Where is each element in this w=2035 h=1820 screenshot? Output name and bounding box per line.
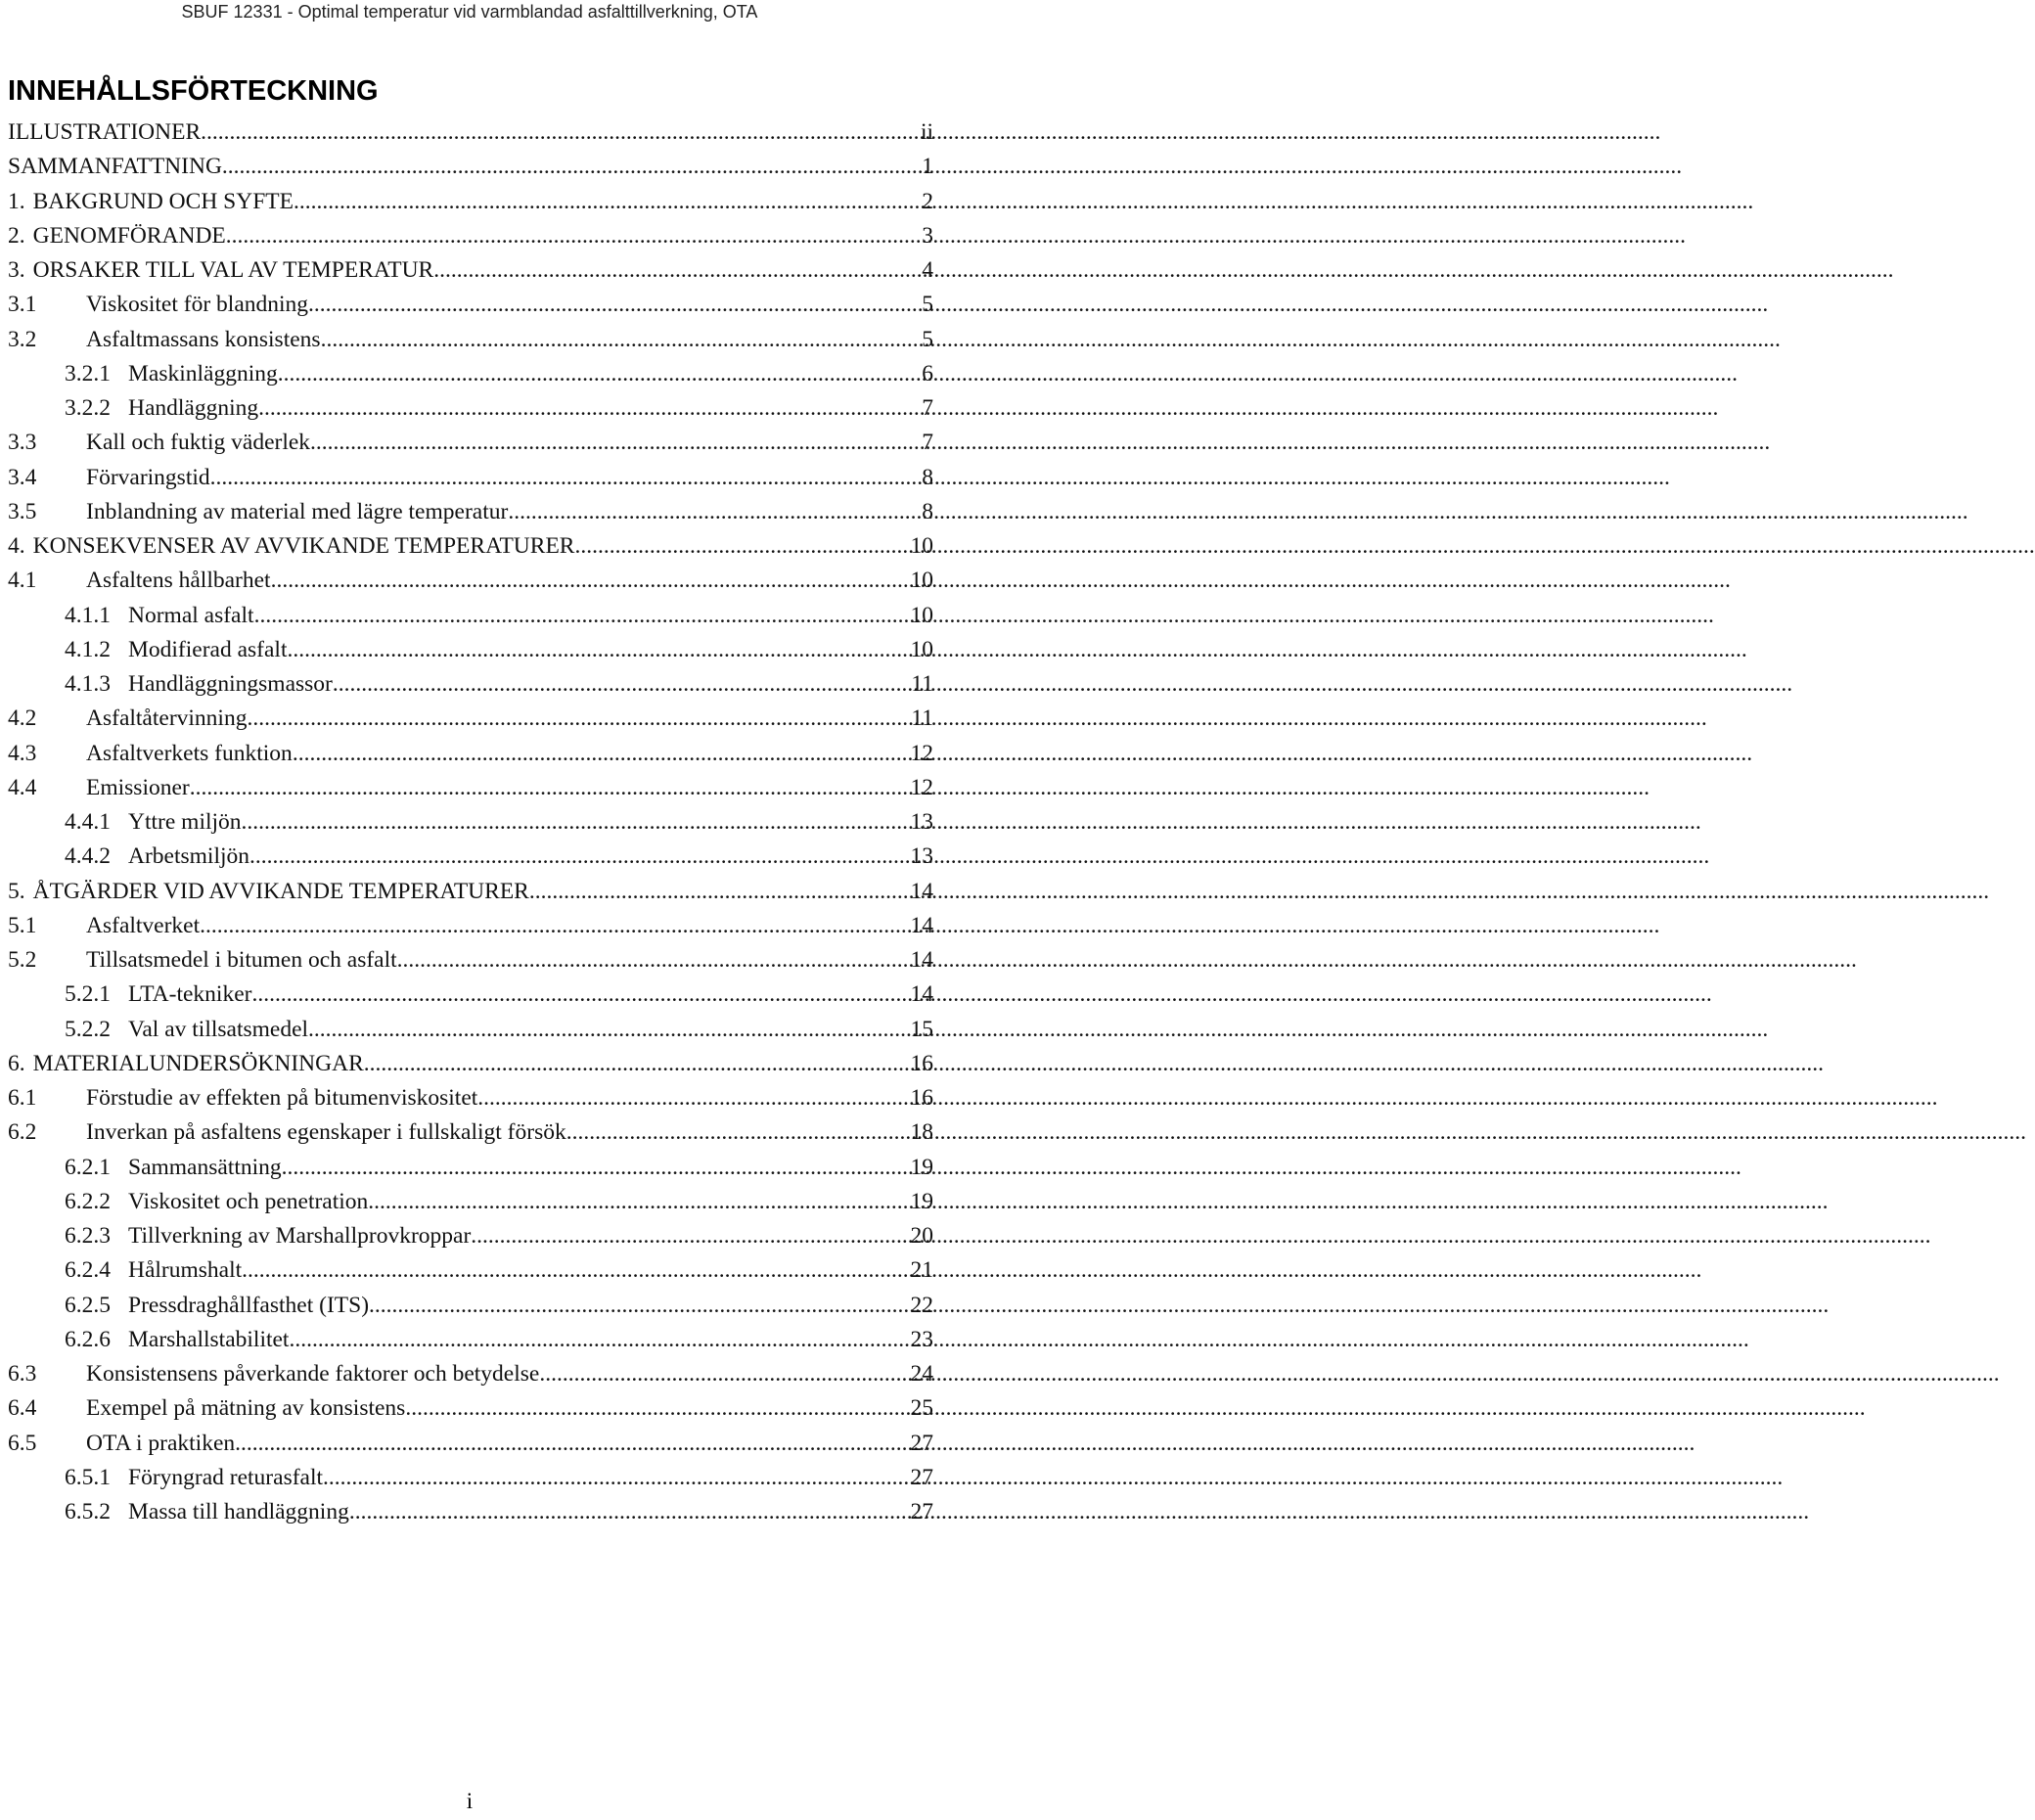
dot-leader <box>287 633 908 667</box>
toc-entry-title: Viskositet och penetration <box>128 1188 369 1214</box>
toc-entry-title: Massa till handläggning <box>128 1499 349 1524</box>
toc-entry-title: Inverkan på asfaltens egenskaper i fullskaligt försök <box>86 1119 566 1146</box>
dot-leader <box>242 805 909 840</box>
dot-leader <box>323 1461 908 1495</box>
toc-entry[interactable] <box>8 323 939 357</box>
toc-entry-page: 14 <box>910 878 933 904</box>
toc-entry-title: Hålrumshalt <box>128 1257 243 1284</box>
toc-entry[interactable] <box>8 1047 939 1081</box>
toc-entry-number: 3.2.1 <box>65 360 111 387</box>
toc-entry[interactable] <box>8 737 939 771</box>
toc-entry-page: 4 <box>922 257 933 283</box>
toc-entry-page: 22 <box>910 1292 933 1318</box>
toc-entry-page: 6 <box>922 360 933 387</box>
toc-entry-title: Maskinläggning <box>128 360 278 387</box>
toc-entry-page: 10 <box>910 602 933 628</box>
toc-entry-number: 6.2.2 <box>65 1188 111 1214</box>
toc-entry-page: 5 <box>922 292 933 318</box>
toc-entry[interactable] <box>8 495 939 529</box>
toc-entry-number: 3. <box>8 257 25 283</box>
toc-entry[interactable] <box>8 564 939 598</box>
dot-leader <box>574 529 908 564</box>
toc-entry-title: Konsistensens påverkande faktorer och betydelse <box>86 1361 540 1387</box>
toc-entry-number: 3.5 <box>8 498 37 524</box>
toc-entry-number: 6.5.1 <box>65 1464 111 1490</box>
dot-leader <box>289 1323 908 1357</box>
toc-entry[interactable] <box>8 633 939 667</box>
toc-entry-page: 15 <box>910 1016 933 1042</box>
toc-entry-title: Inblandning av material med lägre temperatur <box>86 498 509 524</box>
dot-leader <box>278 357 921 391</box>
toc-entry-number: 3.2 <box>8 326 37 352</box>
toc-entry[interactable] <box>8 1185 939 1219</box>
toc-entry[interactable] <box>8 426 939 460</box>
toc-entry-title: Pressdraghållfasthet (ITS) <box>128 1292 370 1318</box>
toc-entry-number: 5.2.2 <box>65 1016 111 1042</box>
toc-entry-title: OTA i praktiken <box>86 1430 236 1456</box>
toc-entry-title: Kall och fuktig väderlek <box>86 430 311 456</box>
toc-entry-title: Tillverkning av Marshallprovkroppar <box>128 1223 472 1249</box>
toc-entry[interactable] <box>8 115 939 150</box>
dot-leader <box>235 1427 908 1461</box>
page-number: i <box>466 1789 474 1813</box>
toc-entry-number: 6.2 <box>8 1119 37 1146</box>
toc-entry-number: 6.1 <box>8 1085 37 1111</box>
toc-entry-page: 14 <box>910 981 933 1008</box>
toc-entry[interactable] <box>8 1013 939 1047</box>
toc-entry[interactable] <box>8 1427 939 1461</box>
toc-entry-page: 12 <box>910 740 933 766</box>
toc-entry-title: Arbetsmiljön <box>128 843 250 870</box>
toc-entry[interactable] <box>8 185 939 219</box>
toc-entry-page: 8 <box>922 464 933 490</box>
toc-entry[interactable] <box>8 219 939 253</box>
toc-entry-page: 16 <box>910 1050 933 1076</box>
dot-leader <box>368 1185 908 1219</box>
toc-entry-page: 12 <box>910 774 933 800</box>
dot-leader <box>308 1013 908 1047</box>
dot-leader <box>271 564 909 598</box>
toc-entry-number: 4.4 <box>8 774 37 800</box>
toc-entry-number: 3.3 <box>8 430 37 456</box>
toc-entry[interactable] <box>8 529 939 564</box>
dot-leader <box>405 1391 908 1426</box>
dot-leader <box>477 1081 908 1115</box>
toc-entry[interactable] <box>8 150 939 184</box>
dot-leader <box>282 1151 909 1185</box>
toc-entry[interactable] <box>8 1219 939 1253</box>
toc-entry-page: 19 <box>910 1154 933 1180</box>
toc-entry-page: 7 <box>922 395 933 421</box>
toc-entry[interactable] <box>8 1115 939 1150</box>
dot-leader <box>222 150 920 184</box>
dot-leader <box>210 461 921 495</box>
dot-leader <box>242 1253 908 1288</box>
toc-entry[interactable] <box>8 461 939 495</box>
toc-entry-number: 6.2.1 <box>65 1154 111 1180</box>
dot-leader <box>333 667 909 702</box>
toc-entry-page: 13 <box>910 843 933 870</box>
toc-entry-title: ÅTGÄRDER VID AVVIKANDE TEMPERATURER <box>32 878 529 904</box>
toc-entry-title: Förvaringstid <box>86 464 210 490</box>
toc-entry[interactable] <box>8 1253 939 1288</box>
toc-entry-number: 6.2.3 <box>65 1223 111 1249</box>
toc-entry-page: 21 <box>910 1257 933 1284</box>
toc-entry-number: 6.2.6 <box>65 1326 111 1352</box>
toc-entry-page: 14 <box>910 912 933 938</box>
toc-entry-number: 4.1.1 <box>65 602 111 628</box>
toc-entry-page: 18 <box>910 1119 933 1146</box>
toc-entry-number: 4.4.1 <box>65 809 111 835</box>
toc-entry-number: 4.4.2 <box>65 843 111 870</box>
dot-leader <box>226 219 920 253</box>
toc-entry-number: 3.4 <box>8 464 37 490</box>
toc-entry[interactable] <box>8 1151 939 1185</box>
dot-leader <box>258 391 920 426</box>
toc-entry-number: 6. <box>8 1050 25 1076</box>
dot-leader <box>508 495 920 529</box>
dot-leader <box>397 943 909 978</box>
dot-leader <box>310 426 920 460</box>
toc-entry-number: 2. <box>8 222 25 249</box>
toc-entry-page: 10 <box>910 636 933 662</box>
toc-entry-number: 6.4 <box>8 1395 37 1422</box>
toc-entry-title: Asfaltverkets funktion <box>86 740 293 766</box>
toc-entry[interactable] <box>8 1357 939 1391</box>
toc-entry-page: 10 <box>910 568 933 594</box>
toc-list <box>8 115 939 1529</box>
toc-entry-title: Handläggningsmassor <box>128 671 333 697</box>
toc-entry-page: 27 <box>910 1499 933 1524</box>
toc-entry-title: Asfaltens hållbarhet <box>86 568 271 594</box>
toc-entry-page: 19 <box>910 1188 933 1214</box>
toc-entry[interactable] <box>8 1323 939 1357</box>
toc-entry-title: LTA-tekniker <box>128 981 252 1008</box>
toc-entry-number: 4.3 <box>8 740 37 766</box>
dot-leader <box>249 840 908 874</box>
toc-entry-page: 1 <box>922 154 933 180</box>
dot-leader <box>293 737 909 771</box>
toc-entry-title: GENOMFÖRANDE <box>32 222 226 249</box>
toc-entry-number: 6.2.5 <box>65 1292 111 1318</box>
toc-entry-page: 5 <box>922 326 933 352</box>
dot-leader <box>433 253 920 288</box>
toc-entry-number: 6.5 <box>8 1430 37 1456</box>
toc-entry[interactable] <box>8 702 939 736</box>
dot-leader <box>566 1115 909 1150</box>
toc-entry-page: ii <box>920 119 933 145</box>
dot-leader <box>247 702 909 736</box>
toc-entry-page: 10 <box>910 533 933 559</box>
toc-entry-title: ORSAKER TILL VAL AV TEMPERATUR <box>32 257 434 283</box>
toc-entry-title: Asfaltverket <box>86 912 201 938</box>
toc-entry[interactable] <box>8 391 939 426</box>
toc-entry-page: 13 <box>910 809 933 835</box>
toc-entry[interactable] <box>8 805 939 840</box>
toc-entry-number: 1. <box>8 188 25 214</box>
dot-leader <box>364 1047 909 1081</box>
dot-leader <box>529 875 909 909</box>
toc-entry-title: Tillsatsmedel i bitumen och asfalt <box>86 947 397 973</box>
toc-entry[interactable] <box>8 1081 939 1115</box>
running-header: SBUF 12331 - Optimal temperatur vid varmblandad asfalttillverkning, OTA <box>181 2 758 22</box>
toc-entry[interactable] <box>8 288 939 322</box>
toc-entry-number: 4. <box>8 533 25 559</box>
toc-entry-number: 5. <box>8 878 25 904</box>
toc-entry-number: 6.3 <box>8 1361 37 1387</box>
toc-entry-number: 5.1 <box>8 912 37 938</box>
toc-entry-number: 6.5.2 <box>65 1499 111 1524</box>
dot-leader <box>369 1289 908 1323</box>
toc-entry-title: Marshallstabilitet <box>128 1326 290 1352</box>
toc-entry-page: 27 <box>910 1430 933 1456</box>
toc-entry[interactable] <box>8 909 939 943</box>
dot-leader <box>201 115 919 150</box>
toc-entry-page: 11 <box>911 671 933 697</box>
toc-entry[interactable] <box>8 978 939 1012</box>
dot-leader <box>539 1357 908 1391</box>
toc-entry[interactable] <box>8 1495 939 1529</box>
toc-entry[interactable] <box>8 667 939 702</box>
toc-entry-title: Sammansättning <box>128 1154 282 1180</box>
toc-entry[interactable] <box>8 253 939 288</box>
toc-entry-page: 14 <box>910 947 933 973</box>
toc-entry-title: Modifierad asfalt <box>128 636 288 662</box>
toc-entry[interactable] <box>8 840 939 874</box>
toc-entry-title: Förstudie av effekten på bitumenviskositet <box>86 1085 478 1111</box>
toc-entry-page: 7 <box>922 430 933 456</box>
dot-leader <box>254 599 909 633</box>
toc-entry[interactable] <box>8 357 939 391</box>
toc-entry-title: BAKGRUND OCH SYFTE <box>32 188 294 214</box>
toc-entry-number: 5.2.1 <box>65 981 111 1008</box>
toc-entry-number: 6.2.4 <box>65 1257 111 1284</box>
toc-entry-title: KONSEKVENSER AV AVVIKANDE TEMPERATURER <box>32 533 575 559</box>
toc-entry-page: 20 <box>910 1223 933 1249</box>
toc-entry[interactable] <box>8 599 939 633</box>
toc-entry-title: Normal asfalt <box>128 602 254 628</box>
toc-entry-page: 2 <box>922 188 933 214</box>
toc-entry-number: 3.2.2 <box>65 395 111 421</box>
toc-entry-number: 4.2 <box>8 705 37 732</box>
toc-entry-title: Föryngrad returasfalt <box>128 1464 324 1490</box>
toc-entry-page: 23 <box>910 1326 933 1352</box>
toc-entry-title: Emissioner <box>86 774 190 800</box>
toc-entry[interactable] <box>8 875 939 909</box>
toc-entry-title: Asfaltmassans konsistens <box>86 326 321 352</box>
toc-entry-page: 27 <box>910 1464 933 1490</box>
toc-entry-page: 8 <box>922 498 933 524</box>
toc-entry-title: Viskositet för blandning <box>86 292 309 318</box>
dot-leader <box>308 288 920 322</box>
toc-entry-page: 25 <box>910 1395 933 1422</box>
toc-entry-title: Yttre miljön <box>128 809 242 835</box>
toc-entry-title: Asfaltåtervinning <box>86 705 248 732</box>
toc-entry-title: Exempel på mätning av konsistens <box>86 1395 406 1422</box>
toc-entry[interactable] <box>8 771 939 805</box>
dot-leader <box>471 1219 908 1253</box>
toc-entry-number: 4.1 <box>8 568 37 594</box>
toc-entry[interactable] <box>8 1391 939 1426</box>
dot-leader <box>200 909 908 943</box>
dot-leader <box>321 323 921 357</box>
toc-entry-page: 16 <box>910 1085 933 1111</box>
toc-entry-title: Handläggning <box>128 395 259 421</box>
toc-entry-page: 11 <box>911 705 933 732</box>
toc-entry-title: MATERIALUNDERSÖKNINGAR <box>32 1050 364 1076</box>
toc-entry-number: 4.1.2 <box>65 636 111 662</box>
dot-leader <box>294 185 920 219</box>
toc-entry-page: 24 <box>910 1361 933 1387</box>
dot-leader <box>251 978 908 1012</box>
toc-entry-title: SAMMANFATTNING <box>8 154 222 180</box>
dot-leader <box>190 771 909 805</box>
toc-entry[interactable] <box>8 943 939 978</box>
toc-entry-number: 3.1 <box>8 292 37 318</box>
toc-entry[interactable] <box>8 1289 939 1323</box>
toc-entry-number: 5.2 <box>8 947 37 973</box>
toc-title: INNEHÅLLSFÖRTECKNING <box>8 75 379 107</box>
toc-entry-title: ILLUSTRATIONER <box>8 119 202 145</box>
toc-entry-title: Val av tillsatsmedel <box>128 1016 309 1042</box>
dot-leader <box>349 1495 909 1529</box>
toc-entry-page: 3 <box>922 222 933 249</box>
toc-entry[interactable] <box>8 1461 939 1495</box>
toc-entry-number: 4.1.3 <box>65 671 111 697</box>
